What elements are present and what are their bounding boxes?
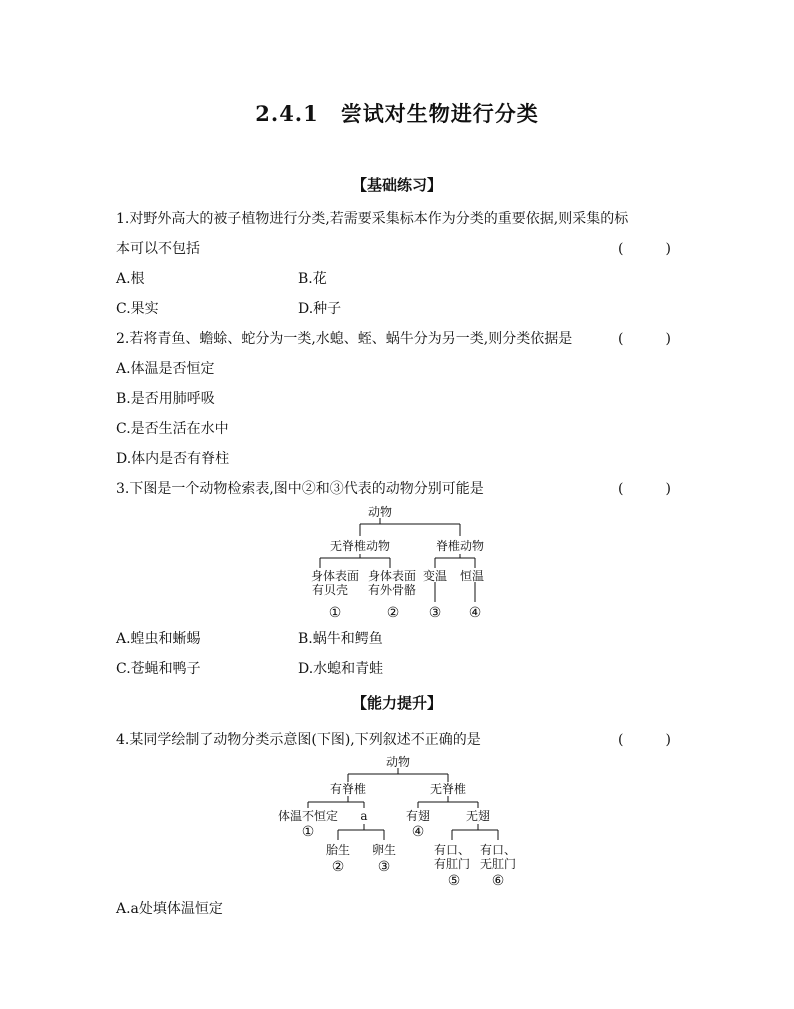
q1-text-line1: 1.对野外高大的被子植物进行分类,若需要采集标本作为分类的重要依据,则采集的标	[116, 211, 629, 227]
q3-node-root: 动物	[367, 505, 393, 519]
q4-num5: ⑤	[447, 873, 461, 889]
q3-leaf4: 恒温	[459, 569, 485, 583]
q3-node-vertebrate: 脊椎动物	[435, 539, 485, 553]
q2-option-b: B.是否用肺呼吸	[116, 391, 215, 407]
q1-option-b: B.花	[298, 271, 327, 287]
q1-answer-paren: ( )	[618, 241, 671, 257]
q3-leaf3: 变温	[422, 569, 448, 583]
q4-text: 4.某同学绘制了动物分类示意图(下图),下列叙述不正确的是	[116, 732, 481, 748]
q4-node-w1-line2: 有肛门	[433, 857, 471, 871]
q4-num6: ⑥	[491, 873, 505, 889]
q3-leaf1-line2: 有贝壳	[311, 583, 349, 597]
q4-node-viviparous: 胎生	[325, 843, 351, 857]
q4-classification-diagram	[272, 752, 532, 890]
q4-node-oviparous: 卵生	[371, 843, 397, 857]
q4-node-variable-temp: 体温不恒定	[277, 809, 339, 823]
q3-option-d: D.水螅和青蛙	[298, 661, 384, 677]
q4-num3: ③	[377, 859, 391, 875]
q3-num3: ③	[428, 605, 442, 621]
q4-node-w2-line1: 有口、	[479, 843, 517, 857]
q4-answer-paren: ( )	[618, 732, 671, 748]
q1-text-line2: 本可以不包括	[116, 241, 200, 257]
q3-text: 3.下图是一个动物检索表,图中②和③代表的动物分别可能是	[116, 481, 484, 497]
q2-option-d: D.体内是否有脊柱	[116, 451, 230, 467]
q4-num1: ①	[301, 824, 315, 840]
q2-text: 2.若将青鱼、蟾蜍、蛇分为一类,水螅、蛭、蜗牛分为另一类,则分类依据是	[116, 331, 573, 347]
q4-node-a: a	[360, 809, 368, 823]
q4-node-wingless: 无翅	[465, 809, 491, 823]
q2-option-c: C.是否生活在水中	[116, 421, 229, 437]
q1-option-d: D.种子	[298, 301, 342, 317]
q3-leaf2-line2: 有外骨骼	[367, 583, 417, 597]
q3-leaf2-line1: 身体表面	[367, 569, 417, 583]
q4-option-a: A.a处填体温恒定	[116, 901, 223, 917]
page-title: 2.4.1 尝试对生物进行分类	[255, 101, 539, 126]
q4-node-root: 动物	[385, 755, 411, 769]
q3-key-diagram	[300, 502, 500, 622]
q1-option-a: A.根	[116, 271, 145, 287]
q4-num4: ④	[411, 824, 425, 840]
q1-option-c: C.果实	[116, 301, 159, 317]
q3-num1: ①	[328, 605, 342, 621]
section-advanced-heading: 【能力提升】	[351, 694, 442, 712]
q4-node-invertebrate: 无脊椎	[429, 782, 467, 796]
q3-option-c: C.苍蝇和鸭子	[116, 661, 201, 677]
q4-node-vertebrate: 有脊椎	[329, 782, 367, 796]
q3-answer-paren: ( )	[618, 481, 671, 497]
q3-num4: ④	[468, 605, 482, 621]
q3-option-a: A.蝗虫和蜥蜴	[116, 631, 201, 647]
q3-option-b: B.蜗牛和鳄鱼	[298, 631, 383, 647]
q4-node-w1-line1: 有口、	[433, 843, 471, 857]
q3-leaf1-line1: 身体表面	[310, 569, 360, 583]
q3-node-invertebrate: 无脊椎动物	[329, 539, 391, 553]
q3-num2: ②	[386, 605, 400, 621]
q4-node-winged: 有翅	[405, 809, 431, 823]
section-basic-heading: 【基础练习】	[351, 176, 442, 194]
q2-option-a: A.体温是否恒定	[116, 361, 215, 377]
q4-node-w2-line2: 无肛门	[479, 857, 517, 871]
q4-num2: ②	[331, 859, 345, 875]
q2-answer-paren: ( )	[618, 331, 671, 347]
